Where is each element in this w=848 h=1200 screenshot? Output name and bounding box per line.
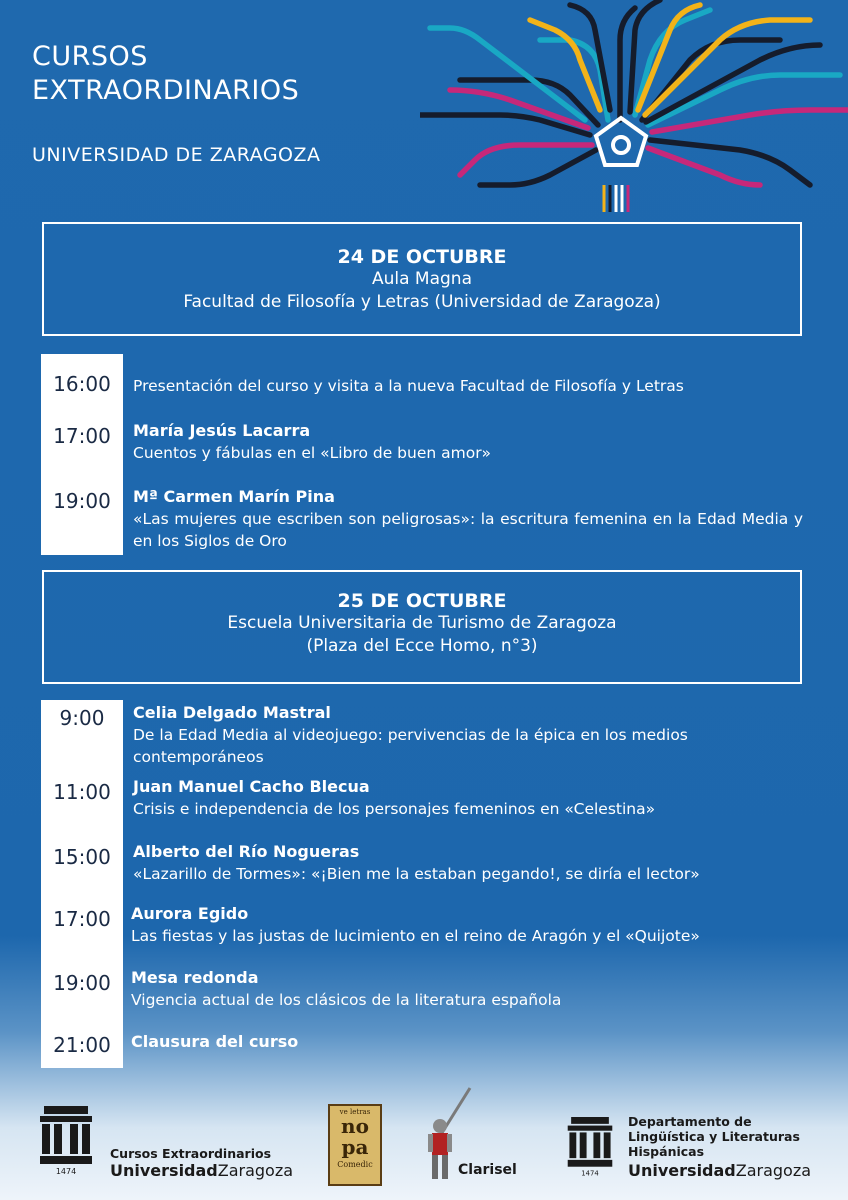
item-speaker: Mesa redonda (131, 968, 259, 987)
item-time: 16:00 (53, 372, 111, 396)
department-crest-icon (566, 1116, 614, 1178)
item-speaker: Celia Delgado Mastral (133, 703, 331, 722)
item-time: 17:00 (53, 907, 111, 931)
logo-cursos-extraordinarios (110, 1146, 293, 1181)
brand-title-line1: CURSOS (32, 41, 148, 72)
item-time: 21:00 (53, 1033, 111, 1057)
item-time: 9:00 (59, 706, 105, 730)
item-title: Las fiestas y las justas de lucimiento en el reino de Aragón y el «Quijote» (131, 927, 700, 945)
logo2-bottom: Comedic (337, 1160, 373, 1169)
item-title: Crisis e independencia de los personajes femeninos en «Celestina» (133, 800, 656, 818)
sponsor-logos (0, 1080, 848, 1200)
item-title: «Lazarillo de Tormes»: «¡Bien me la estaban pegando!, se diría el lector» (133, 865, 700, 883)
logo-departamento (628, 1114, 811, 1181)
brand-title-line2: EXTRAORDINARIOS (32, 75, 300, 106)
day2-date: 25 DE OCTUBRE (337, 590, 507, 612)
logo1-uni-bold: Universidad (110, 1161, 218, 1180)
crest-year: 1474 (55, 1167, 77, 1176)
day1-place-line1: Aula Magna (371, 269, 473, 289)
item-title: Presentación del curso y visita a la nueva Facultad de Filosofía y Letras (133, 377, 684, 395)
item-time: 11:00 (53, 780, 111, 804)
logo1-line1: Cursos Extraordinarios (110, 1146, 272, 1161)
item-title: «Las mujeres que escriben son peligrosas»: la escritura femenina en la Edad Media y en los Siglos de Oro (133, 510, 803, 550)
item-speaker: María Jesús Lacarra (133, 421, 311, 440)
logo4-line3: Hispánicas (628, 1144, 705, 1159)
course-brand (32, 40, 321, 166)
item-time: 15:00 (53, 845, 111, 869)
day1-date: 24 DE OCTUBRE (337, 246, 507, 268)
item-title: Vigencia actual de los clásicos de la literatura española (131, 991, 562, 1009)
item-time: 19:00 (53, 971, 111, 995)
logo2-mid1: no (341, 1114, 369, 1138)
brand-subtitle: UNIVERSIDAD DE ZARAGOZA (32, 144, 321, 166)
item-title: De la Edad Media al videojuego: pervivencias de la épica en los medios contemporáneos (133, 726, 688, 766)
tree-lines-graphic (420, 0, 848, 220)
logo2-mid2: pa (341, 1135, 369, 1159)
item-time: 19:00 (53, 489, 111, 513)
day2-place-line2: (Plaza del Ecce Homo, n°3) (306, 636, 538, 656)
logo2-top: ve letras (339, 1108, 371, 1116)
day2-time-column (41, 700, 123, 1068)
dept-crest-year: 1474 (581, 1169, 599, 1178)
logo1-uni-reg: Zaragoza (217, 1161, 294, 1180)
logo4-uni-bold: Universidad (628, 1161, 736, 1180)
day1-place-line2: Facultad de Filosofía y Letras (Universidad de Zaragoza) (183, 292, 661, 312)
logo-clarisel: Clarisel (458, 1162, 517, 1178)
logo4-uni-reg: Zaragoza (735, 1161, 812, 1180)
item-speaker: Alberto del Río Nogueras (133, 842, 360, 861)
item-time: 17:00 (53, 424, 111, 448)
item-speaker: Aurora Egido (131, 904, 249, 923)
logo4-line2: Lingüística y Literaturas (628, 1129, 800, 1144)
item-speaker: Clausura del curso (131, 1032, 299, 1051)
logo-nopa (328, 1104, 382, 1186)
university-crest-icon (38, 1106, 94, 1176)
item-title: Cuentos y fábulas en el «Libro de buen amor» (133, 444, 492, 462)
logo4-line1: Departamento de (628, 1114, 752, 1129)
day2-header-box (42, 570, 802, 684)
day2-place-line1: Escuela Universitaria de Turismo de Zaragoza (227, 613, 617, 633)
item-speaker: Mª Carmen Marín Pina (133, 487, 335, 506)
day1-header-box (42, 222, 802, 336)
item-speaker: Juan Manuel Cacho Blecua (133, 777, 370, 796)
